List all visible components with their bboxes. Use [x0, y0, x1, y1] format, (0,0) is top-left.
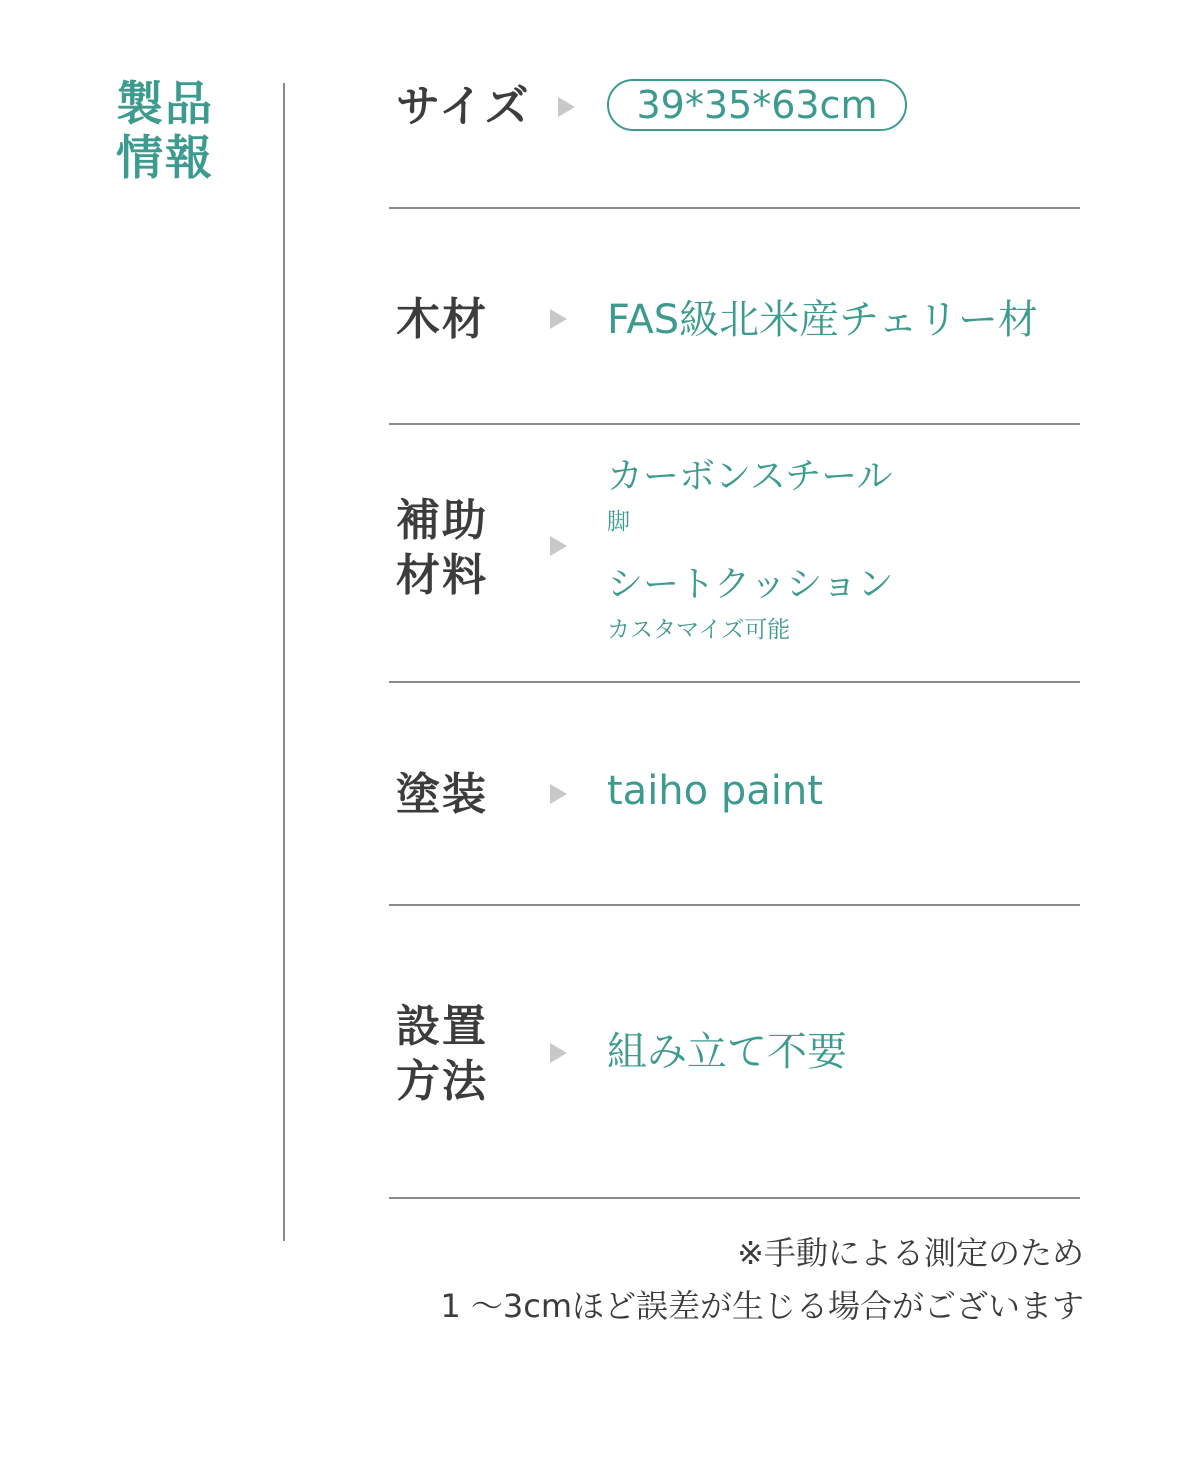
section-title-line1: 製品: [116, 77, 214, 132]
triangle-right-icon: [550, 536, 567, 556]
installation-label: 設置 方法: [396, 1001, 488, 1107]
triangle-right-icon: [550, 1043, 567, 1063]
aux-item-2-main: シートクッション: [607, 564, 894, 605]
row-divider: [389, 207, 1080, 209]
note-line1: ※手動による測定のため: [737, 1234, 1084, 1272]
paint-label: 塗装: [396, 769, 488, 820]
section-title: [116, 78, 226, 186]
triangle-right-icon: [550, 309, 567, 329]
paint-value: taiho paint: [607, 768, 823, 814]
size-value-pill: 39*35*63cm: [607, 79, 907, 131]
row-divider: [389, 904, 1080, 906]
wood-label: 木材: [396, 294, 488, 345]
installation-value: 組み立て不要: [607, 1029, 847, 1075]
vertical-divider: [283, 83, 285, 1241]
aux-item-1-main: カーボンスチール: [607, 456, 893, 497]
row-divider: [389, 681, 1080, 683]
note-line2: 1 ～3cmほど誤差が生じる場合がございます: [440, 1287, 1084, 1325]
triangle-right-icon: [558, 97, 575, 117]
aux-item-1-sub: 脚: [607, 509, 630, 535]
row-divider: [389, 1197, 1080, 1199]
aux-materials-label: 補助 材料: [396, 495, 488, 601]
size-label: サイズ: [396, 81, 531, 132]
aux-item-2-sub: カスタマイズ可能: [607, 617, 791, 643]
wood-value: FAS級北米産チェリー材: [607, 297, 1038, 343]
triangle-right-icon: [550, 784, 567, 804]
section-title-line2: 情報: [116, 131, 214, 186]
row-divider: [389, 423, 1080, 425]
